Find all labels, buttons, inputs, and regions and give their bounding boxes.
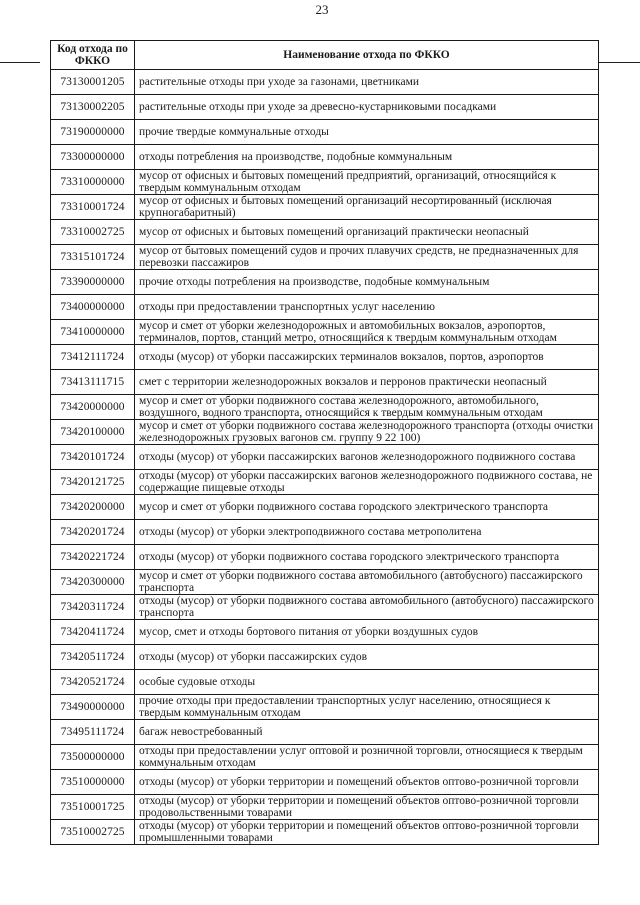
waste-name-cell: отходы при предоставлении транспортных услуг населению (135, 295, 599, 320)
waste-code-cell: 73510002725 (51, 820, 135, 845)
table-row (51, 545, 599, 570)
waste-code-cell: 73420300000 (51, 570, 135, 595)
table-row (51, 270, 599, 295)
table-row (51, 370, 599, 395)
table-body (51, 70, 599, 845)
waste-code-cell: 73310001724 (51, 195, 135, 220)
waste-name-cell: мусор и смет от уборки подвижного состава железнодорожного транспорта (отходы очистки железнодорожных грузовых вагонов см. группу 9 22 100) (135, 420, 599, 445)
waste-code-cell: 73190000000 (51, 120, 135, 145)
waste-name-cell: мусор от офисных и бытовых помещений организаций несортированный (исключая крупногабаритный) (135, 195, 599, 220)
table-row (51, 570, 599, 595)
table-row (51, 145, 599, 170)
waste-name-cell: отходы (мусор) от уборки пассажирских судов (135, 645, 599, 670)
waste-name-cell: мусор и смет от уборки подвижного состава городского электрического транспорта (135, 495, 599, 520)
table-row (51, 420, 599, 445)
waste-code-cell: 73420101724 (51, 445, 135, 470)
waste-code-cell: 73420201724 (51, 520, 135, 545)
waste-code-cell: 73315101724 (51, 245, 135, 270)
waste-name-cell: отходы (мусор) от уборки пассажирских вагонов железнодорожного подвижного состава, не содержащие пищевые отходы (135, 470, 599, 495)
table-row (51, 245, 599, 270)
waste-name-cell: отходы при предоставлении услуг оптовой и розничной торговли, относящиеся к твердым коммунальным отходам (135, 745, 599, 770)
table-row (51, 95, 599, 120)
table-row (51, 695, 599, 720)
table-row (51, 595, 599, 620)
table-row (51, 445, 599, 470)
waste-name-cell: отходы (мусор) от уборки подвижного состава автомобильного (автобусного) пассажирского транспорта (135, 595, 599, 620)
waste-name-cell: мусор и смет от уборки железнодорожных и автомобильных вокзалов, аэропортов, терминалов, портов, станций метро, относящийся к твердым коммунальным отходам (135, 320, 599, 345)
waste-code-cell: 73420311724 (51, 595, 135, 620)
waste-code-cell: 73420121725 (51, 470, 135, 495)
table-row (51, 770, 599, 795)
waste-code-cell: 73495111724 (51, 720, 135, 745)
waste-code-cell: 73400000000 (51, 295, 135, 320)
waste-name-cell: мусор, смет и отходы бортового питания от уборки воздушных судов (135, 620, 599, 645)
table-row (51, 70, 599, 95)
table-row (51, 195, 599, 220)
waste-name-cell: растительные отходы при уходе за древесно-кустарниковыми посадками (135, 95, 599, 120)
table-header-row (51, 41, 599, 70)
waste-name-cell: отходы потребления на производстве, подобные коммунальным (135, 145, 599, 170)
waste-code-cell: 73510001725 (51, 795, 135, 820)
waste-name-cell: мусор от офисных и бытовых помещений предприятий, организаций, относящийся к твердым коммунальным отходам (135, 170, 599, 195)
table-row (51, 170, 599, 195)
waste-code-cell: 73420521724 (51, 670, 135, 695)
right-margin-rule (598, 62, 640, 63)
waste-code-cell: 73510000000 (51, 770, 135, 795)
table-row (51, 520, 599, 545)
waste-code-cell: 73490000000 (51, 695, 135, 720)
table-row (51, 670, 599, 695)
waste-code-cell: 73500000000 (51, 745, 135, 770)
header-code: Код отхода по ФККО (51, 41, 135, 70)
table-row (51, 320, 599, 345)
waste-name-cell: отходы (мусор) от уборки электроподвижного состава метрополитена (135, 520, 599, 545)
table-row (51, 220, 599, 245)
waste-code-cell: 73310002725 (51, 220, 135, 245)
table-row (51, 820, 599, 845)
table-row (51, 470, 599, 495)
table-row (51, 720, 599, 745)
waste-name-cell: особые судовые отходы (135, 670, 599, 695)
table-row (51, 620, 599, 645)
waste-name-cell: отходы (мусор) от уборки территории и помещений объектов оптово-розничной торговли промышленными товарами (135, 820, 599, 845)
waste-code-cell: 73413111715 (51, 370, 135, 395)
waste-code-cell: 73420000000 (51, 395, 135, 420)
left-margin-rule (0, 62, 40, 63)
waste-code-cell: 73420200000 (51, 495, 135, 520)
waste-code-cell: 73420221724 (51, 545, 135, 570)
waste-code-cell: 73310000000 (51, 170, 135, 195)
waste-name-cell: растительные отходы при уходе за газонами, цветниками (135, 70, 599, 95)
waste-code-cell: 73420511724 (51, 645, 135, 670)
waste-name-cell: отходы (мусор) от уборки территории и помещений объектов оптово-розничной торговли (135, 770, 599, 795)
table-row (51, 345, 599, 370)
waste-name-cell: мусор и смет от уборки подвижного состава железнодорожного, автомобильного, воздушного, водного транспорта, относящийся к твердым коммунальным отходам (135, 395, 599, 420)
page-number: 23 (315, 2, 329, 17)
waste-name-cell: прочие отходы при предоставлении транспортных услуг населению, относящиеся к твердым коммунальным отходам (135, 695, 599, 720)
waste-name-cell: мусор от офисных и бытовых помещений организаций практически неопасный (135, 220, 599, 245)
waste-code-cell: 73420100000 (51, 420, 135, 445)
waste-name-cell: отходы (мусор) от уборки территории и помещений объектов оптово-розничной торговли продовольственными товарами (135, 795, 599, 820)
waste-code-cell: 73420411724 (51, 620, 135, 645)
header-name: Наименование отхода по ФККО (135, 41, 599, 70)
waste-code-cell: 73300000000 (51, 145, 135, 170)
waste-name-cell: мусор от бытовых помещений судов и прочих плавучих средств, не предназначенных для перевозки пассажиров (135, 245, 599, 270)
table-row (51, 295, 599, 320)
waste-code-cell: 73130002205 (51, 95, 135, 120)
table-row (51, 395, 599, 420)
waste-code-cell: 73390000000 (51, 270, 135, 295)
waste-code-cell: 73412111724 (51, 345, 135, 370)
waste-name-cell: отходы (мусор) от уборки пассажирских терминалов вокзалов, портов, аэропортов (135, 345, 599, 370)
waste-name-cell: отходы (мусор) от уборки пассажирских вагонов железнодорожного подвижного состава (135, 445, 599, 470)
table-row (51, 495, 599, 520)
waste-name-cell: прочие отходы потребления на производстве, подобные коммунальным (135, 270, 599, 295)
waste-name-cell: багаж невостребованный (135, 720, 599, 745)
waste-name-cell: смет с территории железнодорожных вокзалов и перронов практически неопасный (135, 370, 599, 395)
waste-name-cell: отходы (мусор) от уборки подвижного состава городского электрического транспорта (135, 545, 599, 570)
table-row (51, 120, 599, 145)
table-row (51, 795, 599, 820)
waste-name-cell: мусор и смет от уборки подвижного состава автомобильного (автобусного) пассажирского транспорта (135, 570, 599, 595)
table-row (51, 645, 599, 670)
table-row (51, 745, 599, 770)
waste-code-cell: 73410000000 (51, 320, 135, 345)
waste-code-cell: 73130001205 (51, 70, 135, 95)
waste-name-cell: прочие твердые коммунальные отходы (135, 120, 599, 145)
waste-classification-table (50, 40, 599, 845)
